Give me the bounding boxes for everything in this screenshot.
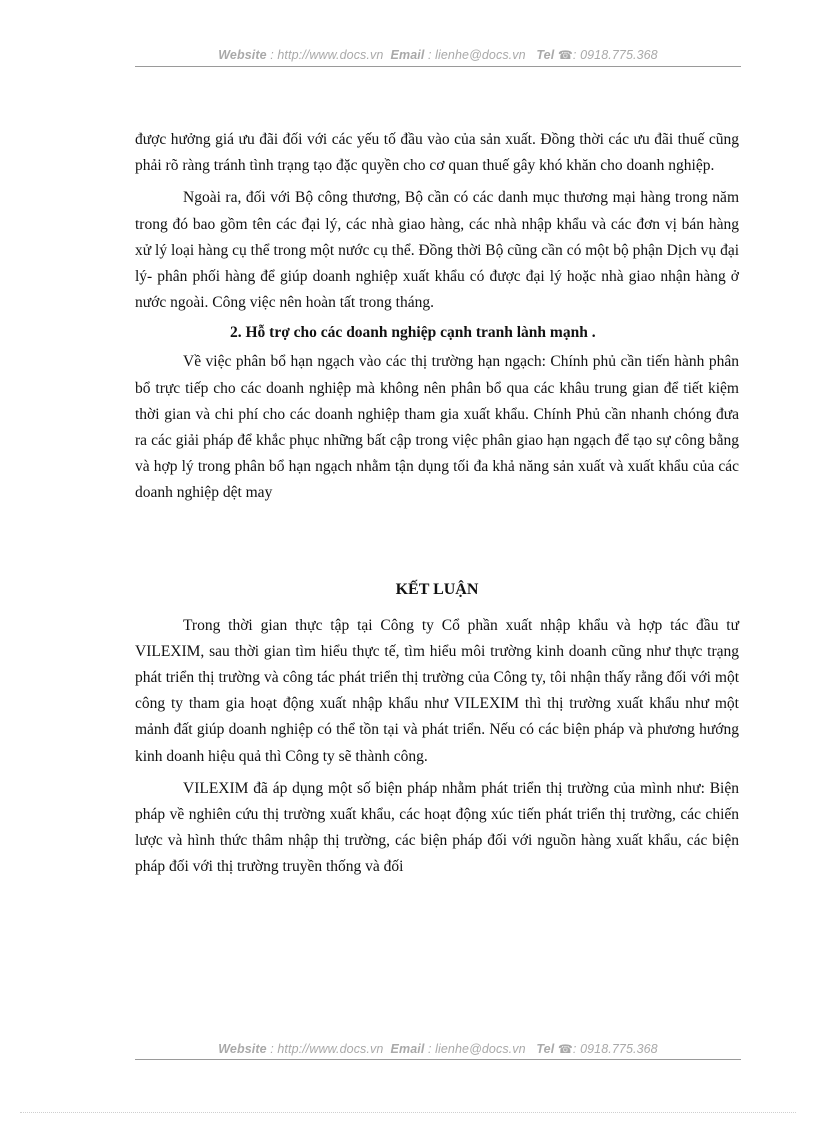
footer-email-separator: :	[424, 1042, 436, 1056]
footer-phone-icon: ☎	[557, 1042, 573, 1056]
phone-icon: ☎	[557, 48, 573, 62]
website-url[interactable]: http://www.docs.vn	[277, 48, 384, 62]
footer-email-value[interactable]: lienhe@docs.vn	[435, 1042, 526, 1056]
paragraph-1: được hưởng giá ưu đãi đối với các yếu tố đầu vào của sản xuất. Đồng thời các ưu đãi thuế cũng phải rõ ràng tránh tình trạng tạo đặc quyền cho cơ quan thuế gây khó khăn cho doanh nghiệp.	[135, 131, 739, 175]
paragraph-5: VILEXIM đã áp dụng một số biện pháp nhằm phát triển thị trường của mình như: Biện pháp về nghiên cứu thị trường xuất khẩu, các hoạt động xúc tiến phát triển thị trường, các chiến lược và hình thức thâm nhập thị trường, các biện pháp đối với nguồn hàng xuất khẩu, các biện pháp đối với thị trường truyền thống và đối	[135, 779, 739, 876]
footer-website-label: Website	[218, 1042, 267, 1056]
page-header	[135, 48, 741, 62]
page-footer	[135, 1042, 741, 1056]
conclusion-title: KẾT LUẬN	[395, 580, 479, 598]
footer-tel-value: : 0918.775.368	[572, 1042, 658, 1056]
page-bottom-border	[20, 1112, 796, 1113]
email-separator: :	[424, 48, 436, 62]
email-value[interactable]: lienhe@docs.vn	[435, 48, 526, 62]
footer-email-label: Email	[390, 1042, 425, 1056]
tel-label: Tel	[536, 48, 555, 62]
paragraph-4: Trong thời gian thực tập tại Công ty Cổ phần xuất nhập khẩu và hợp tác đầu tư VILEXIM, sau thời gian tìm hiểu thực tế, tìm hiểu môi trường kinh doanh cũng như thực trạng phát triển thị trường và công tác phát triển thị trường của Công ty, tôi nhận thấy rằng đối với một công ty tham gia hoạt động xuất nhập khẩu như VILEXIM thì thị trường xuất khẩu như một mảnh đất giúp doanh nghiệp có thể tồn tại và phát triển. Nếu có các biện pháp và phương hướng kinh doanh hiệu quả thì Công ty sẽ thành công.	[135, 616, 739, 765]
paragraph-3: Về việc phân bổ hạn ngạch vào các thị trường hạn ngạch: Chính phủ cần tiến hành phân bổ trực tiếp cho các doanh nghiệp mà không nên phân bổ qua các khâu trung gian để tiết kiệm thời gian và chi phí cho các doanh nghiệp tham gia xuất khẩu. Chính Phủ cần nhanh chóng đưa ra các giải pháp để khắc phục những bất cập trong việc phân giao hạn ngạch để tạo sự công bằng và hợp lý trong phân bổ hạn ngạch nhằm tận dụng tối đa khả năng sản xuất và xuất khẩu của các doanh nghiệp dệt may	[135, 353, 739, 502]
footer-rule	[135, 1059, 741, 1060]
website-separator: :	[266, 48, 278, 62]
footer-website-separator: :	[266, 1042, 278, 1056]
header-rule	[135, 66, 741, 67]
footer-website-url[interactable]: http://www.docs.vn	[277, 1042, 384, 1056]
page-content	[135, 127, 739, 881]
footer-tel-label: Tel	[536, 1042, 555, 1056]
website-label: Website	[218, 48, 267, 62]
section-heading-2: 2. Hỗ trợ cho các doanh nghiệp cạnh tranh lành mạnh .	[230, 324, 596, 342]
tel-value: : 0918.775.368	[572, 48, 658, 62]
paragraph-2: Ngoài ra, đối với Bộ công thương, Bộ cần có các danh mục thương mại hàng trong năm trong đó bao gồm tên các đại lý, các nhà giao hàng, các nhà nhập khẩu và các đơn vị bán hàng xử lý loại hàng cụ thể trong một nước cụ thể. Đồng thời Bộ cũng cần có một bộ phận Dịch vụ đại lý- phân phối hàng để giúp doanh nghiệp xuất khẩu có được đại lý hoặc nhà giao nhận hàng ở nước ngoài. Công việc nên hoàn tất trong tháng.	[135, 189, 739, 312]
email-label: Email	[390, 48, 425, 62]
